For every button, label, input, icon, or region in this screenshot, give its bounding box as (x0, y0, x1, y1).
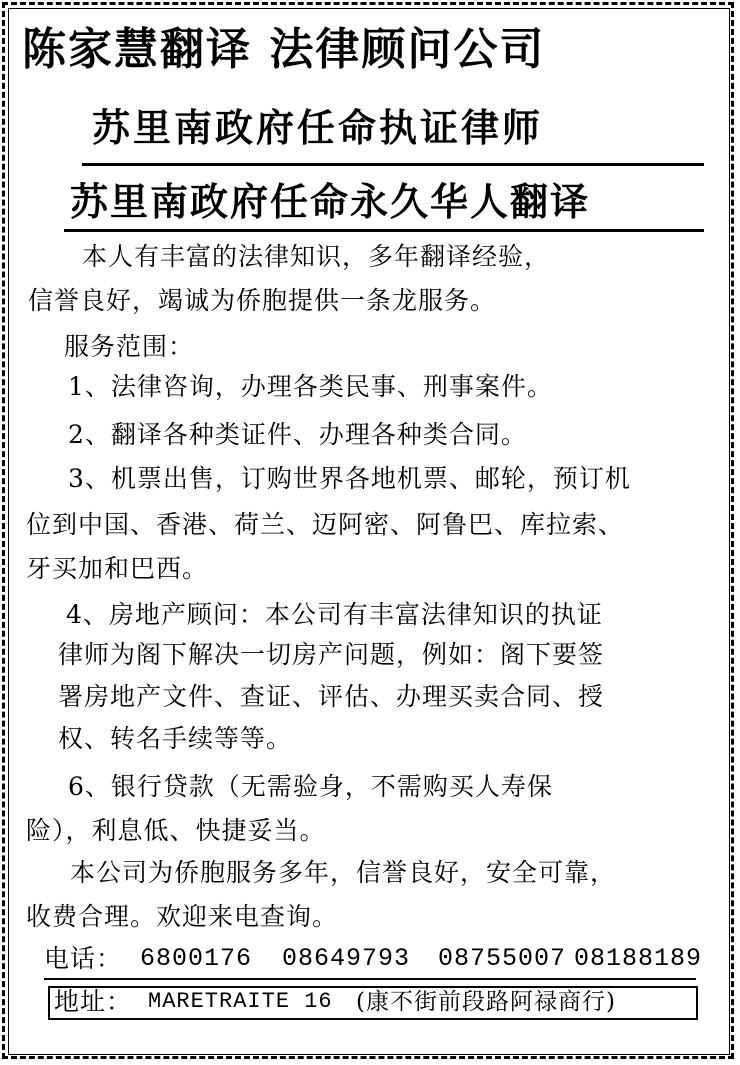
divider-rule (82, 163, 704, 166)
address-detail: (康不街前段路阿禄商行) (356, 989, 616, 1015)
address-street: MARETRAITE 16 (148, 989, 333, 1014)
divider-rule (64, 229, 704, 232)
address-label: 地址： (54, 987, 133, 1016)
service-item-loans-line: 险），利息低、快捷妥当。 (26, 816, 326, 845)
headline-lawyer: 苏里南政府任命执证律师 (92, 105, 544, 150)
service-item-realestate-line: 权、转名手续等等。 (58, 724, 293, 753)
company-name: 陈家慧翻译 法律顾问公司 (22, 24, 546, 75)
service-item-realestate-line: 律师为阁下解决一切房产问题，例如：阁下要签 (58, 640, 605, 669)
service-item-loans: 6、银行贷款（无需验身，不需购买人寿保 (68, 772, 553, 801)
service-item-tickets-line: 位到中国、香港、荷兰、迈阿密、阿鲁巴、库拉索、 (26, 510, 625, 539)
service-item-tickets-line: 牙买加和巴西。 (26, 554, 209, 583)
phone-number: 08188189 (574, 944, 703, 973)
closing-line: 收费合理。欢迎来电查询。 (26, 902, 339, 931)
intro-line: 信誉良好，竭诚为侨胞提供一条龙服务。 (28, 286, 497, 315)
phone-number: 08755007 (438, 944, 567, 973)
phone-number: 6800176 (140, 944, 253, 973)
service-item-realestate-line: 署房地产文件、查证、评估、办理买卖合同、授 (58, 682, 605, 711)
headline-translator: 苏里南政府任命永久华人翻译 (70, 179, 591, 224)
services-title: 服务范围： (64, 332, 195, 361)
service-item-realestate: 4、房地产顾问：本公司有丰富法律知识的执证 (66, 600, 603, 629)
service-item-translation: 2、翻译各种类证件、办理各种类合同。 (68, 420, 527, 449)
service-item-legal: 1、法律咨询，办理各类民事、刑事案件。 (68, 372, 553, 401)
intro-line: 本人有丰富的法律知识，多年翻译经验， (82, 242, 551, 271)
phone-number: 08649793 (282, 944, 411, 973)
phone-label: 电话： (44, 944, 123, 973)
divider-rule (44, 978, 696, 980)
closing-line: 本公司为侨胞服务多年，信誉良好，安全可靠， (70, 858, 617, 887)
service-item-tickets: 3、机票出售，订购世界各地机票、邮轮，预订机 (68, 464, 631, 493)
